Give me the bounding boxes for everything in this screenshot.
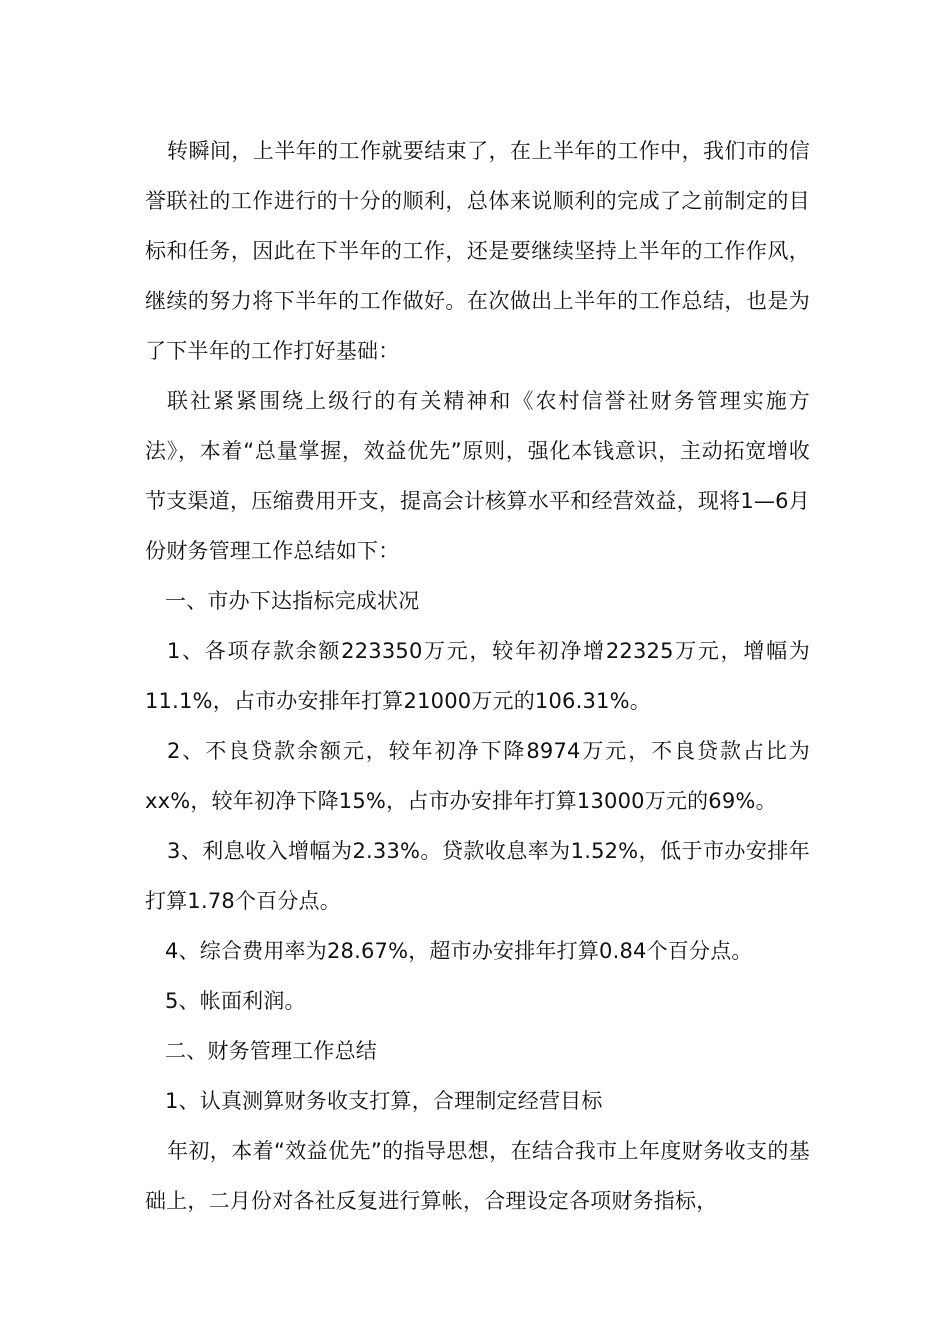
document-body xyxy=(145,126,810,1226)
list-item-deposits: 1、各项存款余额223350万元，较年初净增22325万元，增幅为11.1%，占市办安排年打算21000万元的106.31%。 xyxy=(145,639,810,713)
subsection-heading-1: 1、认真测算财务收支打算，合理制定经营目标 xyxy=(165,1089,603,1113)
paragraph-intro: 转瞬间，上半年的工作就要结束了，在上半年的工作中，我们市的信誉联社的工作进行的十分的顺利，总体来说顺利的完成了之前制定的目标和任务，因此在下半年的工作，还是要继续坚持上半年的工作作风，继续的努力将下半年的工作做好。在次做出上半年的工作总结，也是为了下半年的工作打好基础： xyxy=(145,139,810,363)
paragraph-budget: 年初，本着“效益优先”的指导思想，在结合我市上年度财务收支的基础上，二月份对各社反复进行算帐，合理设定各项财务指标， xyxy=(145,1139,810,1213)
list-item-interest: 3、利息收入增幅为2.33%。贷款收息率为1.52%，低于市办安排年打算1.78个百分点。 xyxy=(145,839,810,913)
paragraph-overview: 联社紧紧围绕上级行的有关精神和《农村信誉社财务管理实施方法》，本着“总量掌握，效益优先”原则，强化本钱意识，主动拓宽增收节支渠道，压缩费用开支，提高会计核算水平和经营效益，现将1—6月份财务管理工作总结如下： xyxy=(145,389,810,563)
section-heading-2: 二、财务管理工作总结 xyxy=(165,1039,377,1063)
list-item-bad-loans: 2、不良贷款余额元，较年初净下降8974万元，不良贷款占比为xx%，较年初净下降15%，占市办安排年打算13000万元的69%。 xyxy=(145,739,810,813)
section-heading-1: 一、市办下达指标完成状况 xyxy=(165,589,420,613)
list-item-profit: 5、帐面利润。 xyxy=(165,989,306,1013)
list-item-cost-rate: 4、综合费用率为28.67%，超市办安排年打算0.84个百分点。 xyxy=(165,939,753,963)
